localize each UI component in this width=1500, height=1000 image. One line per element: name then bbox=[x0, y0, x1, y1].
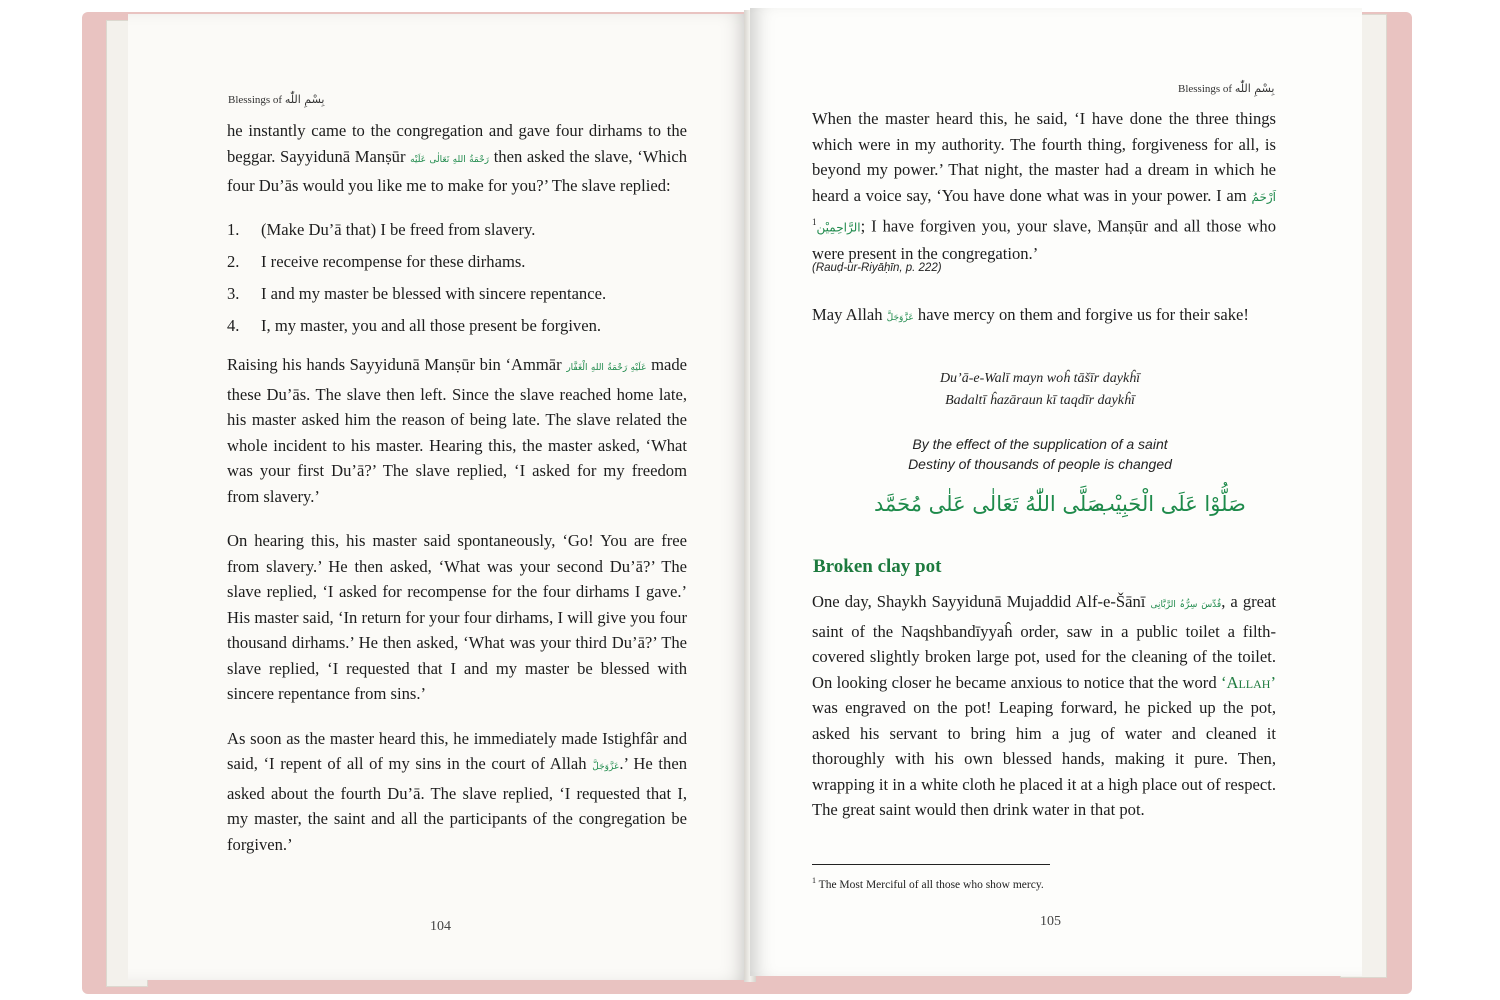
list-item: 2. I receive recompense for these dirhams. bbox=[227, 251, 526, 271]
running-head-text: Blessings of bbox=[228, 94, 283, 106]
list-item: 4. I, my master, you and all those present be forgiven. bbox=[227, 315, 602, 335]
left-paragraph-3: On hearing this, his master said spontaneously, ‘Go! You are free from slavery.’ He then asked, ‘What was your second Du’ā?’ The slave replied, ‘I asked for recompense for the four dirhams I gave.’ His master said, ‘In return for your four dirhams, I will give you four thousand dirhams.’ He then asked, ‘What was your third Du’ā?’ The slave replied, ‘I requested that I and my master be blessed with sincere repentance from sins.’ bbox=[227, 531, 687, 703]
left-paragraph-4: As soon as the master heard this, he immediately made Istighfâr and said, ‘I repent of all of my sins in the court of Allah عَزَّوَجَلَّ.’ He then asked about the fourth Du’ā. The slave replied, ‘I requested that I, my master, the saint and all the participants of the congregation be forgiven.’ bbox=[227, 728, 687, 854]
citation: (Rauḍ-ur-Riyāḥīn, p. 222) bbox=[812, 262, 942, 274]
right-paragraph-2: May Allah عَزَّوَجَلَّ have mercy on them and forgive us for their sake! bbox=[812, 305, 1249, 324]
list-item: 1. (Make Du’ā that) I be freed from slavery. bbox=[227, 219, 536, 239]
right-paragraph-1: When the master heard this, he said, ‘I have done the three things which were in my authority. The fourth thing, forgiveness for all, is beyond my power.’ That night, the master had a dream in which he heard a voice say, ‘You have done what was in your power. I am اَرْحَمُ الرَّاحِمِيْن$^1$ ; I have forgiven you, your slave, Manṣūr and all those who were present in the congregation.’ bbox=[812, 109, 1276, 264]
footnote-rule bbox=[812, 864, 1050, 865]
poem-translation: By the effect of the supplication of a saint Destiny of thousands of people is changed bbox=[908, 436, 1172, 472]
footnote-ref: 1 bbox=[812, 217, 817, 227]
honorific-arabic: قُدِّسَ سِرُّہُ الرَّبَّانِی bbox=[1150, 600, 1222, 610]
honorific-arabic: عَزَّوَجَلَّ bbox=[592, 762, 620, 772]
running-head-left bbox=[228, 93, 324, 106]
left-paragraph-1: he instantly came to the congregation and gave four dirhams to the beggar. Sayyidunā Manṣūr رَحْمَةُ اللهِ تَعَالٰى عَلَيْه then asked the slave, ‘Which four Du’ās would you like me to make for you?’ The slave replied: bbox=[227, 121, 687, 195]
footnote: $^1$ The Most Merciful of all those who show mercy. bbox=[812, 876, 1044, 891]
right-paragraph-2-wrap bbox=[812, 302, 1276, 332]
honorific-arabic: رَحْمَةُ اللهِ تَعَالٰى عَلَيْه bbox=[410, 154, 490, 165]
page-number-right: 105 bbox=[1040, 914, 1061, 929]
section-heading: Broken clay pot bbox=[813, 556, 942, 577]
left-body-text bbox=[227, 118, 687, 857]
right-body-text-bottom bbox=[812, 589, 1276, 823]
honorific-arabic: عَلَيْهِ رَحْمَةُ اللهِ الْغَفَّار bbox=[566, 363, 647, 373]
allah-word: ‘Allah’ bbox=[1220, 672, 1276, 692]
dua-list bbox=[227, 217, 687, 339]
poem-transliteration: Du’ā-e-Walī mayn woĥ tāšīr daykĥī Badaltī ĥazāraun kī taqdīr daykĥī bbox=[939, 371, 1141, 408]
left-paragraph-2: Raising his hands Sayyidunā Manṣūr bin ‘Ammār عَلَيْهِ رَحْمَةُ اللهِ الْغَفَّار made these Du’ās. The slave then left. Since the slave reached home late, his master asked him the reason of being late. The slave related the whole incident to his master. Hearing this, the master asked, ‘What was your first Du’ā?’ The slave replied, ‘I asked for my freedom from slavery.’ bbox=[227, 355, 687, 506]
bismillah-arabic: بِسْمِ اللّٰه bbox=[1234, 82, 1275, 95]
left-page bbox=[128, 14, 750, 980]
salawat-response: صَلَّى اللّٰهُ تَعَالٰى عَلٰى مُحَمَّد bbox=[874, 492, 1105, 516]
salawat-call: صَلُّوْا عَلَى الْحَبِيْب bbox=[1095, 492, 1246, 516]
right-paragraph-3: One day, Shaykh Sayyidunā Mujaddid Alf-e-Šānī قُدِّسَ سِرُّہُ الرَّبَّانِی, a great saint of the Naqshbandīyyaĥ order, saw in a public toilet a filth-covered slightly broken large pot, used for the cleaning of the toilet. On looking closer he became anxious to notice that the word ‘Allah’ was engraved on the pot! Leaping forward, he picked up the pot, asked his servant to bring him a jug of water and cleaned it thoroughly with his own blessed hands, making it pure. Then, wrapping it in a white cloth he placed it at a high place out of respect. The great saint would then drink water in that pot. bbox=[812, 592, 1276, 819]
page-number-left: 104 bbox=[430, 919, 451, 934]
bismillah-arabic: بِسْمِ اللّٰه bbox=[284, 93, 325, 106]
list-item: 3. I and my master be blessed with sincere repentance. bbox=[227, 283, 607, 303]
honorific-arabic: عَزَّوَجَلَّ bbox=[886, 313, 914, 323]
footnote-mark: 1 bbox=[812, 876, 816, 885]
right-page bbox=[750, 8, 1362, 976]
running-head-text: Blessings of bbox=[1178, 83, 1233, 95]
arhamur-rahimin-arabic: اَرْحَمُ الرَّاحِمِيْن bbox=[816, 189, 1276, 235]
right-body-text-top bbox=[812, 106, 1276, 267]
running-head-right bbox=[1178, 82, 1274, 95]
